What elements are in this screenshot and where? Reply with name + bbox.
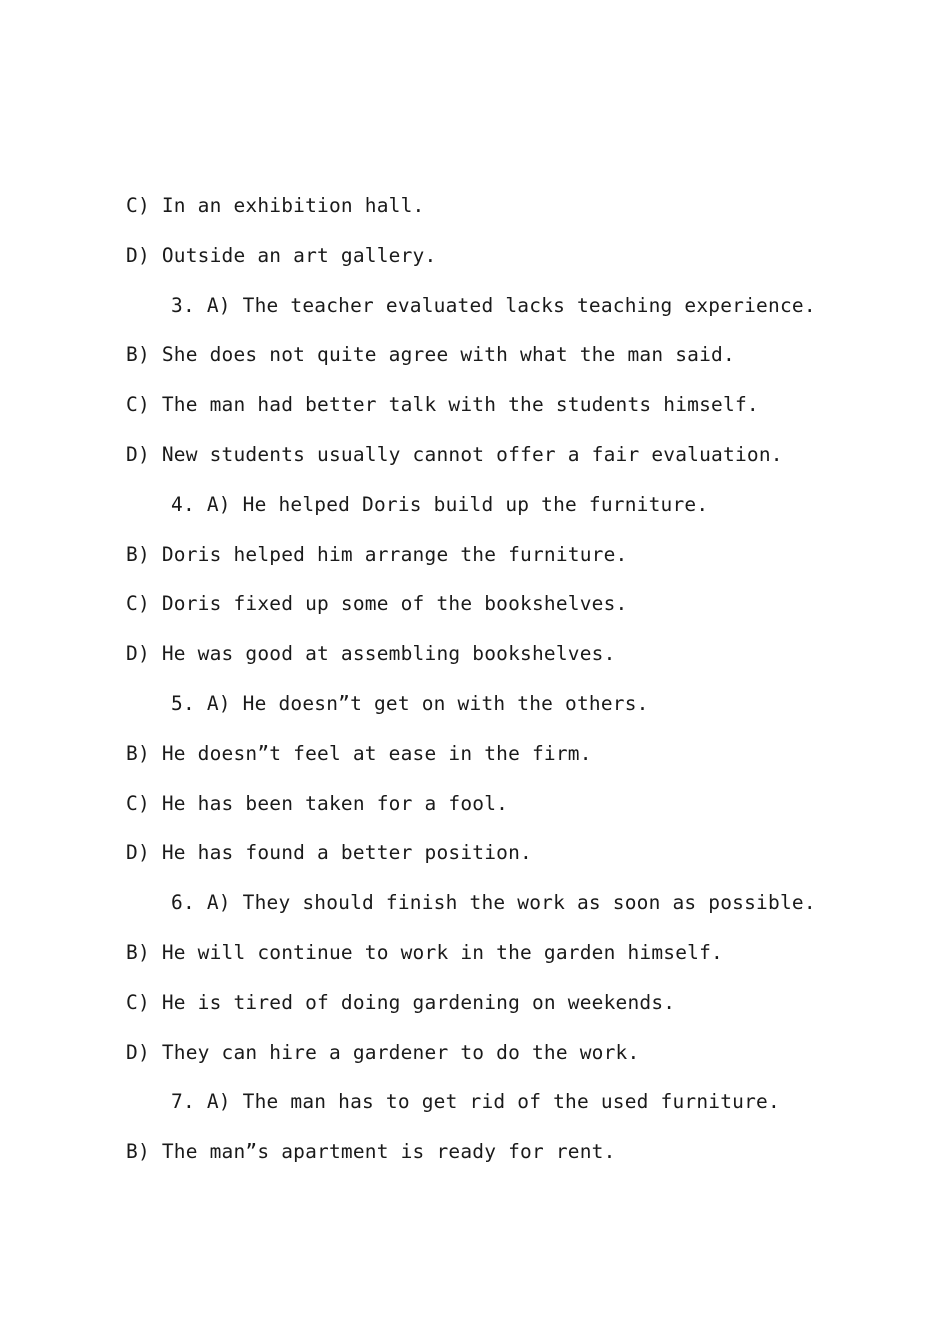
question-options xyxy=(126,191,906,1187)
option-line: D) They can hire a gardener to do the work. xyxy=(126,1040,640,1064)
option-line: D) Outside an art gallery. xyxy=(126,243,437,267)
option-line: D) He was good at assembling bookshelves. xyxy=(126,642,616,666)
option-line: C) Doris fixed up some of the bookshelves. xyxy=(126,592,628,616)
option-line: C) He has been taken for a fool. xyxy=(126,791,509,815)
option-line: B) He will continue to work in the garden himself. xyxy=(126,940,723,964)
question-line: 3. A) The teacher evaluated lacks teaching experience. xyxy=(171,293,816,317)
option-line: D) He has found a better position. xyxy=(126,841,532,865)
question-line: 5. A) He doesn”t get on with the others. xyxy=(171,691,649,715)
option-line: C) The man had better talk with the students himself. xyxy=(126,393,759,417)
option-line: B) He doesn”t feel at ease in the firm. xyxy=(126,741,592,765)
question-line: 7. A) The man has to get rid of the used furniture. xyxy=(171,1090,780,1114)
option-line: B) Doris helped him arrange the furniture. xyxy=(126,542,628,566)
option-line: C) In an exhibition hall. xyxy=(126,194,425,217)
option-line: C) He is tired of doing gardening on weekends. xyxy=(126,990,676,1014)
option-line: D) New students usually cannot offer a fair evaluation. xyxy=(126,442,783,466)
option-line: B) The man”s apartment is ready for rent. xyxy=(126,1140,616,1164)
option-line: B) She does not quite agree with what the man said. xyxy=(126,343,735,367)
question-line: 4. A) He helped Doris build up the furniture. xyxy=(171,492,709,516)
question-line: 6. A) They should finish the work as soon as possible. xyxy=(171,891,816,915)
